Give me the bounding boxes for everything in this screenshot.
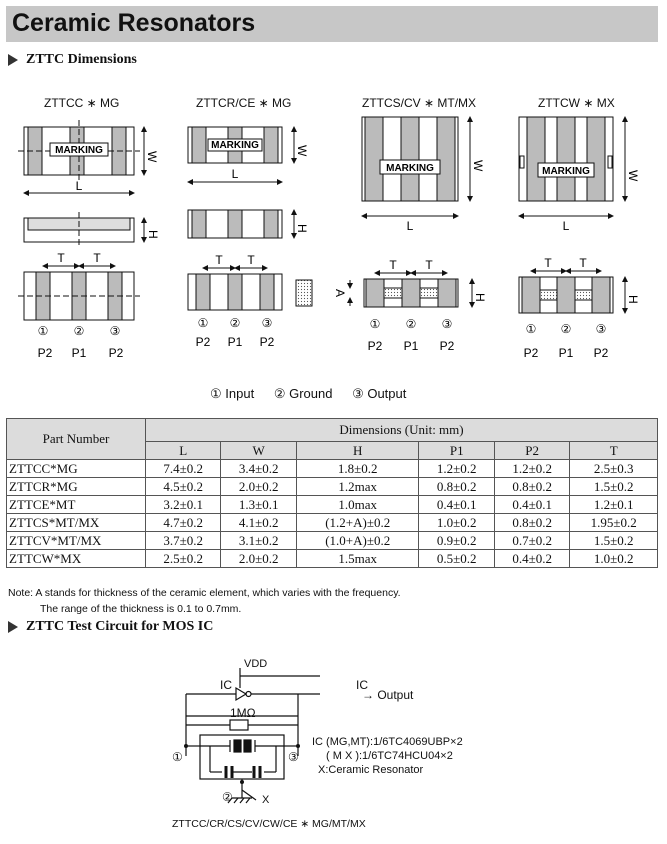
- ic-spec-line-1: IC (MG,MT):1/6TC4069UBP×2: [312, 736, 463, 748]
- pin-1: ①: [37, 324, 49, 338]
- table-row: ZTTCC*MG 7.4±0.2 3.4±0.2 1.8±0.2 1.2±0.2 1.2±0.2 2.5±0.3: [7, 460, 658, 478]
- zttcw-bottom-view: [519, 277, 613, 313]
- ic-label-1: IC: [220, 678, 232, 692]
- dim-T: T: [389, 258, 397, 272]
- zttcr-bottom-view: [188, 274, 312, 310]
- pin-1: ①: [525, 322, 537, 336]
- legend-input: ① Input: [210, 386, 255, 401]
- title-bar: [6, 6, 658, 42]
- dim-L: L: [231, 167, 239, 181]
- dim-T: T: [425, 258, 433, 272]
- dimension-drawings: [0, 110, 667, 380]
- marking-label: MARKING: [386, 163, 434, 174]
- dim-P2: P2: [259, 335, 275, 349]
- dim-P2: P2: [439, 339, 455, 353]
- zttcc-bottom-view: [18, 272, 140, 320]
- dim-W: W: [145, 151, 159, 163]
- table-row: ZTTCE*MT 3.2±0.1 1.3±0.1 1.0max 0.4±0.1 0.4±0.1 1.2±0.1: [7, 496, 658, 514]
- pin-2: ②: [560, 322, 572, 336]
- table-row: ZTTCR*MG 4.5±0.2 2.0±0.2 1.2max 0.8±0.2 0.8±0.2 1.5±0.2: [7, 478, 658, 496]
- section-arrow-icon: [8, 54, 18, 66]
- section-arrow-icon: [8, 621, 18, 633]
- drawing-title-zttcc: ZTTCC ∗ MG: [44, 96, 120, 110]
- note-line-2: The range of the thickness is 0.1 to 0.7mm.: [40, 603, 242, 615]
- marking-label: MARKING: [542, 166, 590, 177]
- dim-T: T: [247, 253, 255, 267]
- dim-T: T: [215, 253, 223, 267]
- test-circuit-diagram: [160, 655, 320, 815]
- vdd-label: VDD: [244, 658, 268, 670]
- dim-P1: P1: [558, 346, 574, 360]
- column-header: P2: [494, 442, 569, 460]
- pin-legend: [210, 386, 422, 402]
- dim-P2: P2: [37, 346, 53, 360]
- dim-H: H: [626, 295, 640, 304]
- part-number-header: Part Number: [7, 419, 146, 460]
- resistor-label: 1MΩ: [230, 706, 256, 720]
- column-header: T: [570, 442, 658, 460]
- pin-2: ②: [405, 317, 417, 331]
- dim-T: T: [579, 256, 587, 270]
- ic-label-2: IC: [356, 678, 368, 692]
- note-line-1: Note: A stands for thickness of the ceramic element, which varies with the frequency.: [8, 587, 401, 599]
- resonator-x-label: X: [262, 794, 270, 806]
- zttcs-top-view: [362, 117, 458, 201]
- dim-P2: P2: [195, 335, 211, 349]
- dim-A: A: [333, 289, 347, 298]
- pin-2: ②: [229, 316, 241, 330]
- dim-H: H: [295, 224, 309, 233]
- zttcs-bottom-view: [364, 279, 458, 307]
- dim-P2: P2: [523, 346, 539, 360]
- dim-P2: P2: [593, 346, 609, 360]
- drawing-title-zttcr: ZTTCR/CE ∗ MG: [196, 96, 292, 110]
- section-heading-dimensions: ZTTC Dimensions: [8, 52, 137, 68]
- pin-3: ③: [261, 316, 273, 330]
- pin-3: ③: [441, 317, 453, 331]
- table-row: ZTTCS*MT/MX 4.7±0.2 4.1±0.2 (1.2+A)±0.2 1.0±0.2 0.8±0.2 1.95±0.2: [7, 514, 658, 532]
- dim-P1: P1: [227, 335, 243, 349]
- dim-P1: P1: [71, 346, 87, 360]
- column-header: W: [221, 442, 296, 460]
- dim-L: L: [562, 219, 570, 233]
- dim-P2: P2: [108, 346, 124, 360]
- legend-ground: ② Ground: [273, 386, 333, 401]
- legend-output: ③ Output: [352, 386, 407, 401]
- pin-3-label: ③: [288, 750, 299, 764]
- ic-spec-line-2: ( M X ):1/6TC74HCU04×2: [326, 750, 453, 762]
- drawing-title-zttcw: ZTTCW ∗ MX: [538, 96, 615, 110]
- zttcr-side-view: [188, 210, 282, 238]
- column-header: P1: [419, 442, 494, 460]
- pin-1-label: ①: [172, 750, 183, 764]
- pin-3: ③: [595, 322, 607, 336]
- marking-label: MARKING: [55, 145, 103, 156]
- circuit-caption: ZTTCC/CR/CS/CV/CW/CE ∗ MG/MT/MX: [172, 818, 366, 830]
- dim-P2: P2: [367, 339, 383, 353]
- table-row: ZTTCW*MX 2.5±0.2 2.0±0.2 1.5max 0.5±0.2 0.4±0.2 1.0±0.2: [7, 550, 658, 568]
- dim-H: H: [146, 230, 160, 239]
- pin-2-label: ②: [222, 790, 233, 804]
- dimensions-header: Dimensions (Unit: mm): [146, 419, 658, 442]
- page-title: Ceramic Resonators: [12, 9, 256, 37]
- drawing-title-zttcs: ZTTCS/CV ∗ MT/MX: [362, 96, 477, 110]
- dim-L: L: [406, 219, 414, 233]
- dim-T: T: [57, 251, 65, 265]
- zttcc-side-view: [24, 212, 134, 248]
- output-label: → Output: [362, 688, 414, 702]
- dim-W: W: [471, 160, 485, 172]
- dim-H: H: [473, 293, 487, 302]
- pin-3: ③: [109, 324, 121, 338]
- dim-W: W: [626, 170, 640, 182]
- table-row: ZTTCV*MT/MX 3.7±0.2 3.1±0.2 (1.0+A)±0.2 0.9±0.2 0.7±0.2 1.5±0.2: [7, 532, 658, 550]
- dim-W: W: [295, 145, 309, 157]
- ic-spec-line-3: X:Ceramic Resonator: [318, 764, 424, 776]
- pin-1: ①: [369, 317, 381, 331]
- dimensions-table: [6, 418, 658, 568]
- dim-T: T: [544, 256, 552, 270]
- section-heading-test-circuit: ZTTC Test Circuit for MOS IC: [8, 619, 213, 635]
- column-header: L: [146, 442, 221, 460]
- dim-T: T: [93, 251, 101, 265]
- column-header: H: [296, 442, 419, 460]
- zttcw-top-view: [519, 117, 613, 201]
- marking-label: MARKING: [211, 140, 259, 151]
- pin-1: ①: [197, 316, 209, 330]
- pin-2: ②: [73, 324, 85, 338]
- dim-P1: P1: [403, 339, 419, 353]
- dim-L: L: [75, 179, 83, 193]
